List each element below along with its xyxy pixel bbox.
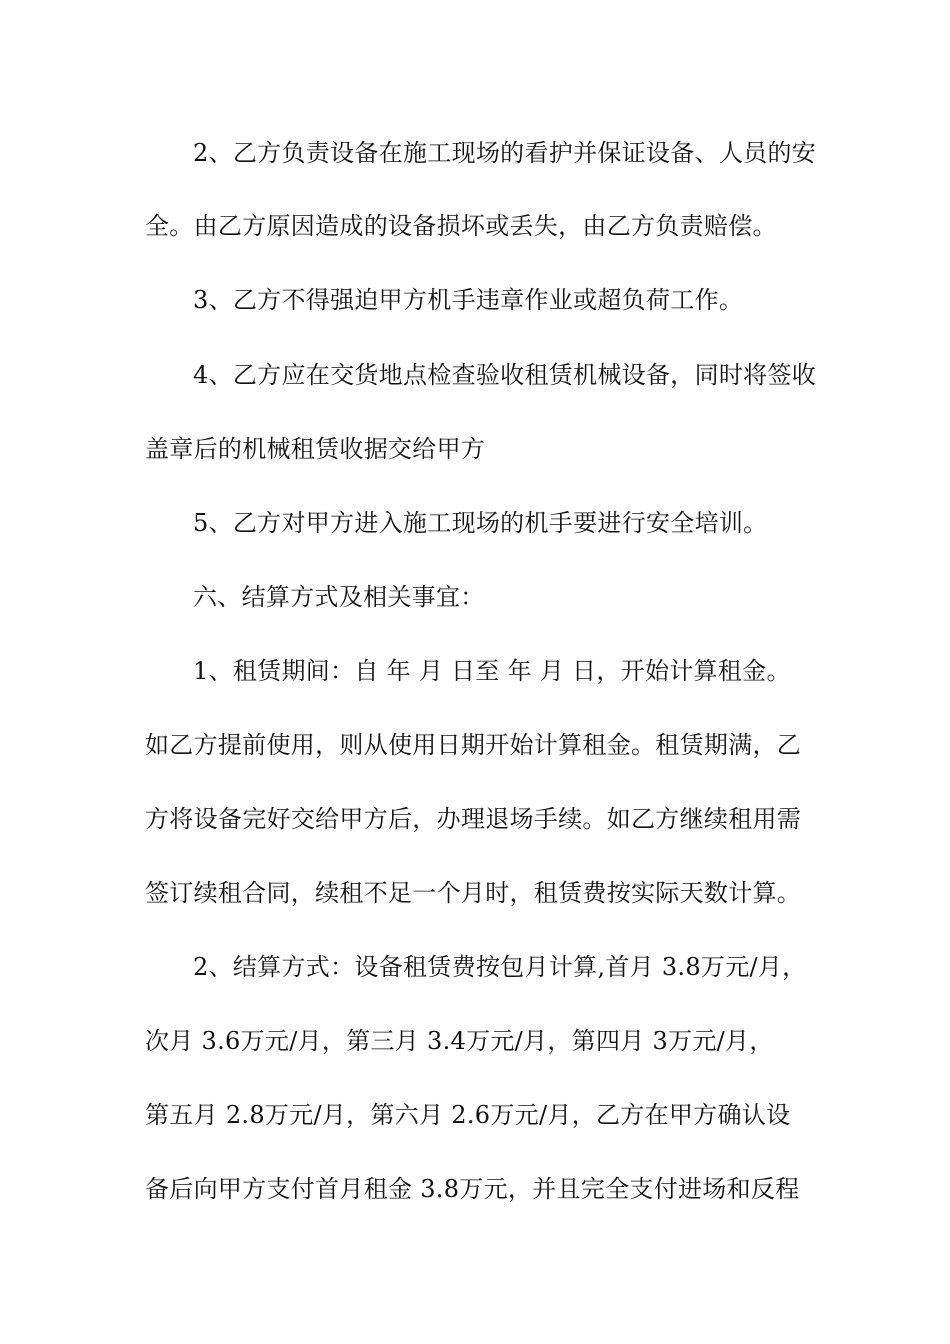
paragraph-line: 2、结算方式：设备租赁费按包月计算,首月 3.8万元/月， xyxy=(193,953,807,981)
paragraph-line: 全。由乙方原因造成的设备损坏或丢失，由乙方负责赔偿。 xyxy=(145,212,777,240)
paragraph-line: 备后向甲方支付首月租金 3.8万元，并且完全支付进场和反程 xyxy=(145,1175,800,1203)
paragraph-line: 第五月 2.8万元/月，第六月 2.6万元/月，乙方在甲方确认设 xyxy=(145,1101,791,1129)
paragraph-line: 盖章后的机械租赁收据交给甲方 xyxy=(145,435,486,463)
paragraph-line: 如乙方提前使用，则从使用日期开始计算租金。租赁期满，乙 xyxy=(145,731,802,759)
paragraph-line: 签订续租合同，续租不足一个月时，租赁费按实际天数计算。 xyxy=(145,879,802,907)
paragraph-line: 4、乙方应在交货地点检查验收租赁机械设备，同时将签收 xyxy=(193,361,817,389)
section-heading: 六、结算方式及相关事宜： xyxy=(193,583,485,611)
paragraph-line: 2、乙方负责设备在施工现场的看护并保证设备、人员的安 xyxy=(193,139,817,167)
paragraph-line: 5、乙方对甲方进入施工现场的机手要进行安全培训。 xyxy=(193,509,768,537)
paragraph-line: 3、乙方不得强迫甲方机手违章作业或超负荷工作。 xyxy=(193,286,744,314)
paragraph-line: 1、租赁期间：自 年 月 日至 年 月 日，开始计算租金。 xyxy=(193,657,791,685)
paragraph-line: 次月 3.6万元/月，第三月 3.4万元/月，第四月 3万元/月， xyxy=(145,1027,774,1055)
paragraph-line: 方将设备完好交给甲方后，办理退场手续。如乙方继续租用需 xyxy=(145,805,802,833)
